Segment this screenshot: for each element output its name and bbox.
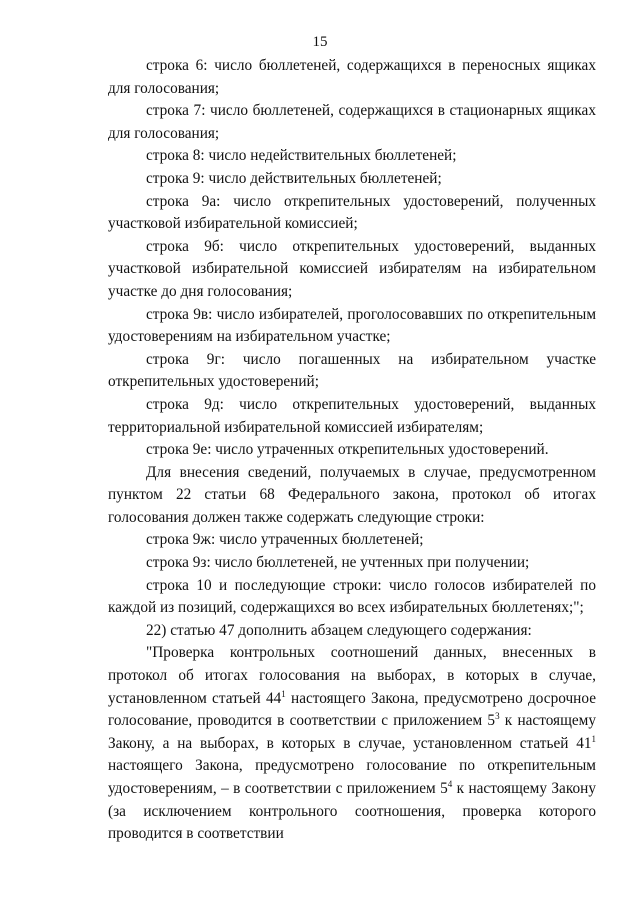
document-body <box>108 55 596 846</box>
paragraph-line-10: строка 10 и последующие строки: число голосов избирателей по каждой из позиций, содержащихся во всех избирательных бюллетенях;"; <box>108 576 596 617</box>
superscript-4: 4 <box>447 779 453 789</box>
quote-text-1: "Проверка контрольных соотношений данных, внесенных в протокол об итогах голосования на выборах, в которых в случае, установленном статьей 44 <box>108 644 596 707</box>
paragraph-line-9a: строка 9а: число открепительных удостоверений, полученных участковой избирательной комиссией; <box>108 192 596 233</box>
paragraph-line-8: строка 8: число недействительных бюллетеней; <box>146 147 457 165</box>
quote-text-2: настоящего Закона, предусмотрено досрочное голосование, проводится в соответствии с приложением 5 <box>108 689 596 730</box>
paragraph-line-9g: строка 9г: число погашенных на избирательном участке открепительных удостоверений; <box>108 350 596 391</box>
paragraph-line-7: строка 7: число бюллетеней, содержащихся в стационарных ящиках для голосования; <box>108 102 596 142</box>
paragraph-line-9zh: строка 9ж: число утраченных бюллетеней; <box>146 531 424 549</box>
paragraph-line-9d: строка 9д: число открепительных удостоверений, выданных территориальной избирательной комиссией избирателям; <box>108 395 596 436</box>
paragraph-line-9z: строка 9з: число бюллетеней, не учтенных при получении; <box>146 554 530 572</box>
paragraph-intro: Для внесения сведений, получаемых в случае, предусмотренном пунктом 22 статьи 68 Федерального закона, протокол об итогах голосования должен также содержать следующие строки: <box>108 463 596 526</box>
paragraph-line-9e: строка 9е: число утраченных открепительных удостоверений. <box>146 441 549 459</box>
paragraph-line-9v: строка 9в: число избирателей, проголосовавших по открепительным удостоверениям на избирательном участке; <box>108 305 596 346</box>
superscript-1: 1 <box>281 688 286 699</box>
quote-text-4: настоящего Закона, предусмотрено голосование по открепительным удостоверениям, – в соответствии с приложением 5 <box>108 757 596 797</box>
paragraph-line-9b: строка 9б: число открепительных удостоверений, выданных участковой избирательной комиссией избирателям на избирательном участке до дня голосования; <box>108 237 596 300</box>
paragraph-line-6: строка 6: число бюллетеней, содержащихся в переносных ящиках для голосования; <box>108 57 596 97</box>
superscript-2: 3 <box>495 711 500 722</box>
quote-text-5: к настоящему Закону (за исключением контрольного соотношения, проверка которого проводится в соответствии <box>108 780 596 843</box>
superscript-3: 1 <box>591 733 596 744</box>
paragraph-quote <box>108 642 596 845</box>
quote-text-3: к настоящему Закону, а на выборах, в которых в случае, установленном статьей 41 <box>108 712 596 752</box>
paragraph-line-9: строка 9: число действительных бюллетеней; <box>146 169 442 187</box>
page-number: 15 <box>312 34 328 50</box>
paragraph-amendment-22: 22) статью 47 дополнить абзацем следующего содержания: <box>146 621 532 639</box>
